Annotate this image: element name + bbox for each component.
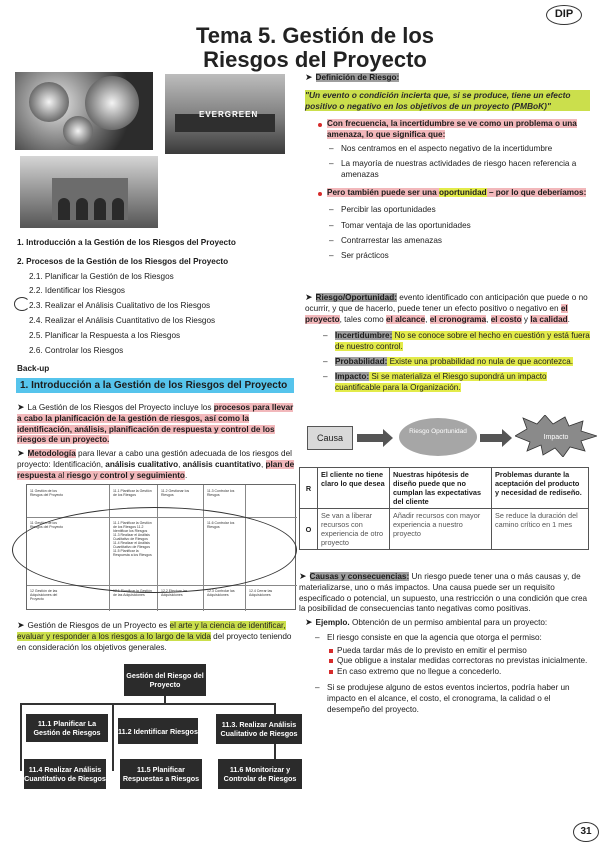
table-cell: Nuestras hipótesis de diseño puede que no cumplan las expectativas del cliente xyxy=(390,468,492,509)
process-row-label: 12 Gestión de las Adquisiciones del Proyecto xyxy=(30,589,58,601)
table-cell: Problemas durante la aceptación del producto y necesidad de rediseño. xyxy=(492,468,589,509)
table-cell: El cliente no tiene claro lo que desea xyxy=(318,468,390,509)
table-cell: Se van a liberar recursos con experiencia de otro proyecto xyxy=(318,509,390,550)
process-cell: 12.1 Planificar la Gestión de las Adquisiciones xyxy=(113,589,152,597)
bullet-oportunidad: Pero también puede ser una oportunidad – por lo que deberíamos: xyxy=(317,188,590,199)
definicion-label: Definición de Riesgo: xyxy=(315,73,400,82)
list-item: – Ser prácticos xyxy=(329,248,590,263)
list-item: Pueda tardar más de lo previsto en emitir el permiso xyxy=(327,646,589,657)
riesgo-oportunidad-section: ➤ Riesgo/Oportunidad: evento identificado con anticipación que puede o no ocurrir, y que de hacerlo, puede tener un efecto positivo o negativo en el proyecto, tales como el alcance, el cronograma, el costo y la calidad. – Incertidumbre: No se conoce sobre el hecho en cuestión y está fuera de nuestro control. – Probabilidad: Existe una probabilidad no nula de que acontezca. – Impacto: Si se materializa el Riesgo supondrá un impacto cuantificable para la Organización. xyxy=(305,292,590,393)
list-item: Que obligue a instalar medidas correctoras no previstas inicialmente. xyxy=(327,656,589,667)
list-item: – Tomar ventaja de las oportunidades xyxy=(329,218,590,233)
table-row xyxy=(300,468,589,509)
flow-impacto-label: Impacto xyxy=(543,434,569,441)
toc-subitem: 2.3. Realizar el Análisis Cualitativo de los Riesgos xyxy=(29,301,211,311)
toc-subitem: 2.4. Realizar el Análisis Cuantitativo de los Riesgos xyxy=(29,315,216,325)
risk-opportunity-table xyxy=(299,467,589,550)
org-root-node: Gestión del Riesgo del Proyecto xyxy=(124,664,206,696)
org-node-11-2: 11.2 Identificar Riesgos xyxy=(118,718,198,744)
process-cell: 12.4 Cerrar las Adquisiciones xyxy=(249,589,273,597)
org-node-11-1: 11.1 Planificar La Gestión de Riesgos xyxy=(26,714,108,742)
org-node-11-3: 11.3. Realizar Análisis Cualitativo de Riesgos xyxy=(216,714,302,744)
row-label-r: R xyxy=(300,468,318,509)
row-label-o: O xyxy=(300,509,318,550)
process-cell: 11.1 Planificar la Gestión de los Riesgos 11.2 Identificar los Riesgos 11.3 Realizar el Análisis Cualitativo de Riesgos 11.4 Realizar el Análisis Cuantitativo de Riesgos 11.5 Planificar la Respuesta a los Riesgos xyxy=(113,521,152,557)
title-line-1: Tema 5. Gestión de los xyxy=(196,23,434,48)
org-node-11-4: 11.4 Realizar Análisis Cuantitativo de Riesgos xyxy=(24,759,106,789)
process-cell: 11.6 Controlar los Riesgos xyxy=(207,521,235,529)
flow-causa-box: Causa xyxy=(307,426,353,450)
page-number: 31 xyxy=(573,822,599,842)
toc-subitem: 2.5. Planificar la Respuesta a los Riesgos xyxy=(29,330,181,340)
list-item: – El riesgo consiste en que la agencia que otorga el permiso: xyxy=(315,633,589,644)
table-cell: Se reduce la duración del camino crítico en 1 mes xyxy=(492,509,589,550)
intro-paragraph-1: ➤ La Gestión de los Riesgos del Proyecto incluye los procesos para llevar a cabo la planificación de la gestión de riesgos, así como la identificación, análisis, planificación de respuesta y control de los riesgos de un proyecto. xyxy=(17,402,294,445)
toc-subitem: 2.2. Identificar los Riesgos xyxy=(29,286,126,296)
list-item: – Nos centramos en el aspecto negativo de la incertidumbre xyxy=(329,144,590,155)
container-ship-photo xyxy=(165,74,285,154)
list-item: – La mayoría de nuestras actividades de riesgo hacen referencia a amenazas xyxy=(329,159,590,181)
backup-label: Back-up xyxy=(17,364,50,374)
term-probabilidad: – Probabilidad: Existe una probabilidad no nula de que acontezca. xyxy=(323,357,590,368)
causas-section: ➤ Causas y consecuencias: Un riesgo puede tener una o más causas y, de materializarse, uno o más impactos. Una causa puede ser un requisito especificado o potencial, un supuesto, una restricción o una condición que crea la posibilidad de consecuencias tanto negativas como positivas. xyxy=(299,571,588,614)
virus-photo xyxy=(15,72,153,150)
intro-heading: 1. Introducción a la Gestión de los Riesgos del Proyecto xyxy=(16,378,294,393)
org-node-11-5: 11.5 Planificar Respuestas a Riesgos xyxy=(120,759,202,789)
term-incertidumbre: – Incertidumbre: No se conoce sobre el hecho en cuestión y está fuera de nuestro control. xyxy=(323,331,590,353)
definicion-section: ➤ Definición de Riesgo: "Un evento o condición incierta que, si se produce, tiene un efecto positivo o negativo en los objetivos de un proyecto (PMBoK)" Con frecuencia, la incertidumbre se ve como un problema o una amenaza, lo que significa que: – Nos centramos en el aspecto negativo de la incertidumbre – La mayoría de nuestras actividades de riesgo hacen referencia a amenazas Pero también puede ser una oportunidad – por lo que deberíamos: – Percibir las oportunidades – Tomar ventaja de las oportunidades – Contrarrestar las amenazas – Ser prácticos xyxy=(305,72,590,264)
table-of-contents xyxy=(17,236,297,377)
pen-oval-mark xyxy=(12,507,297,593)
toc-subitem: 2.6. Controlar los Riesgos xyxy=(29,345,124,355)
process-cell: 12.2 Efectuar las Adquisiciones xyxy=(161,589,188,597)
dip-badge: DIP xyxy=(546,5,582,25)
flow-riesgo-cloud: Riesgo Oportunidad xyxy=(399,418,477,456)
intro-paragraph-2: ➤ Metodología para llevar a cabo una gestión adecuada de los riesgos del proyecto: Identificación, análisis cualitativo, análisis cuantitativo, plan de respuesta al riesgo y control y seguimiento. xyxy=(17,448,295,480)
org-node-11-6: 11.6 Monitorizar y Controlar de Riesgos xyxy=(218,759,302,789)
process-cell: 11.2 Gestionar los Riesgos xyxy=(161,489,190,497)
toc-item-1: 1. Introducción a la Gestión de los Riesgos del Proyecto xyxy=(17,238,236,247)
table-cell: Añadir recursos con mayor experiencia a nuestro proyecto xyxy=(390,509,492,550)
title-line-2: Riesgos del Proyecto xyxy=(203,47,427,72)
list-item: – Si se produjese alguno de estos eventos inciertos, podría haber un impacto en el alcance, el costo, el cronograma, la calidad o el desempeño del proyecto. xyxy=(315,683,589,715)
toc-subitem: 2.1. Planificar la Gestión de los Riesgos xyxy=(29,271,174,281)
list-item: – Percibir las oportunidades xyxy=(329,202,590,217)
process-cell: 11.3 Controlar los Riesgos xyxy=(207,489,235,497)
ejemplo-section: ➤ Ejemplo. Obtención de un permiso ambiental para un proyecto: – El riesgo consiste en que la agencia que otorga el permiso: Pueda tardar más de lo previsto en emitir el permiso Que obligue a instalar medidas correctoras no previstas inicialmente. En caso extremo que no llegue a concederlo. – Si se produjese alguno de estos eventos inciertos, podría haber un impacto en el alcance, el costo, el cronograma, la calidad o el desempeño del proyecto. xyxy=(305,617,589,715)
list-item: – Contrarrestar las amenazas xyxy=(329,233,590,248)
term-impacto: – Impacto: Si se materializa el Riesgo supondrá un impacto cuantificable para la Organización. xyxy=(323,372,590,394)
process-cell: 11.1 Planificar la Gestión de los Riesgos xyxy=(113,489,152,497)
process-cell: 12.3 Controlar las Adquisiciones xyxy=(207,589,235,597)
process-row-label: 11 Gestión de los Riesgos del Proyecto xyxy=(30,489,64,497)
bullet-incertidumbre: Con frecuencia, la incertidumbre se ve como un problema o una amenaza, lo que significa que: xyxy=(317,119,590,141)
toc-item-2: 2. Procesos de la Gestión de los Riesgos del Proyecto xyxy=(17,256,229,266)
process-row-label: 11 Gestión de los Riesgos del Proyecto xyxy=(30,521,64,529)
monument-gate-photo xyxy=(20,156,158,228)
table-row xyxy=(300,509,589,550)
intro-paragraph-3: ➤ Gestión de Riesgos de un Proyecto es el arte y la ciencia de identificar, evaluar y responder a los riesgos a lo largo de la vida del proyecto teniendo en consideración los objetivos generales. xyxy=(17,620,292,652)
ship-name-label: EVERGREEN xyxy=(199,110,259,119)
risk-definition-quote: "Un evento o condición incierta que, si se produce, tiene un efecto positivo o negativo en los objetivos de un proyecto (PMBoK)" xyxy=(305,90,590,112)
list-item: En caso extremo que no llegue a concederlo. xyxy=(327,667,589,678)
flow-impacto-burst xyxy=(515,415,597,457)
pen-circle-mark xyxy=(14,297,30,311)
page-title xyxy=(150,24,480,72)
